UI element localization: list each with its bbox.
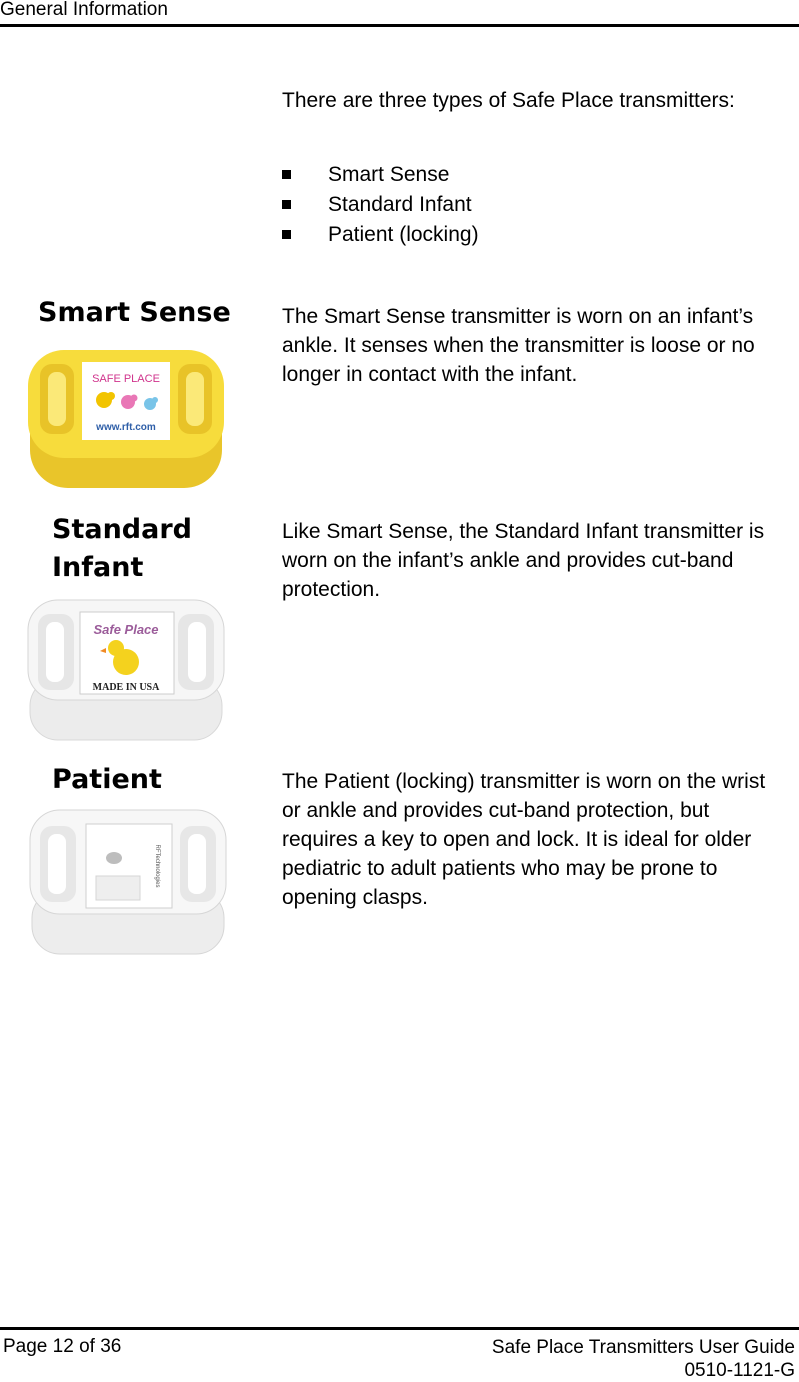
- standard-infant-heading: [52, 511, 192, 587]
- document-title: Safe Place Transmitters User Guide: [491, 1337, 795, 1358]
- section-title: General Information: [0, 0, 168, 20]
- smart-sense-description: The Smart Sense transmitter is worn on an infant’s ankle. It senses when the transmitter is loose or no longer in contact with the infant.: [282, 305, 755, 386]
- patient-transmitter-image: [28, 806, 228, 956]
- patient-description: The Patient (locking) transmitter is worn on the wrist or ankle and provides cut-band protection, but requires a key to open and lock. It is ideal for older pediatric to adult patients who may be prone to opening clasps.: [282, 770, 766, 909]
- header-rule: [0, 24, 799, 27]
- patient-image-label: RFTechnologies: [154, 844, 160, 888]
- list-item: Patient (locking): [282, 220, 479, 250]
- standard-infant-transmitter-image: [26, 596, 226, 742]
- standard-infant-image-made-in: MADE IN USA: [92, 682, 160, 693]
- standard-infant-description: Like Smart Sense, the Standard Infant transmitter is worn on the infant’s ankle and provides cut-band protection.: [282, 520, 765, 601]
- document-number: 0510-1121-G: [684, 1360, 795, 1381]
- intro-text: There are three types of Safe Place transmitters:: [282, 89, 735, 112]
- list-item: Standard Infant: [282, 190, 479, 220]
- smart-sense-transmitter-image: [26, 338, 226, 490]
- smart-sense-image-url: www.rft.com: [96, 422, 156, 433]
- patient-heading: Patient: [52, 764, 162, 795]
- smart-sense-image-label: SAFE PLACE: [92, 373, 160, 385]
- page-number: Page 12 of 36: [3, 1336, 122, 1357]
- standard-infant-heading-line2: Infant: [52, 552, 144, 583]
- smart-sense-heading: Smart Sense: [38, 297, 231, 328]
- standard-infant-heading-line1: Standard: [52, 514, 192, 545]
- footer-rule: [0, 1327, 799, 1330]
- standard-infant-image-label: Safe Place: [93, 622, 159, 637]
- transmitter-type-list: [282, 160, 479, 250]
- list-item: Smart Sense: [282, 160, 479, 190]
- document-info: [492, 1336, 795, 1382]
